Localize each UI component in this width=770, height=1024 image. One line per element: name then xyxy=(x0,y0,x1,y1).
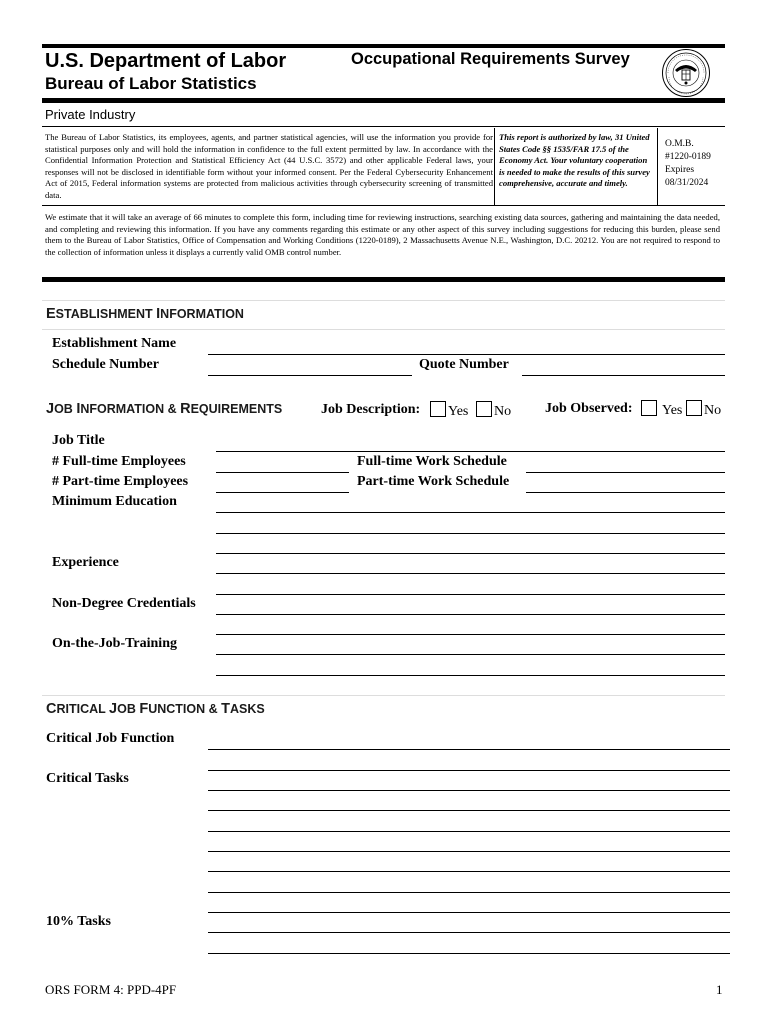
critical-tasks-field-8[interactable] xyxy=(208,912,730,913)
minimum-education-field-1[interactable] xyxy=(216,512,725,513)
critical-tasks-field-2[interactable] xyxy=(208,790,730,791)
section-rule-top xyxy=(42,277,725,282)
survey-title: Occupational Requirements Survey xyxy=(351,50,630,68)
non-degree-credentials-label: Non-Degree Credentials xyxy=(52,596,196,611)
job-description-label: Job Description: xyxy=(321,402,421,417)
parttime-schedule-label: Part-time Work Schedule xyxy=(357,474,510,489)
experience-label: Experience xyxy=(52,555,119,570)
parttime-employees-label: # Part-time Employees xyxy=(52,474,189,489)
job-observed-no-checkbox[interactable] xyxy=(686,400,702,416)
ojt-field-1[interactable] xyxy=(216,654,725,655)
minimum-education-field-2[interactable] xyxy=(216,533,725,534)
quote-number-field[interactable] xyxy=(522,375,725,376)
job-observed-no[interactable]: No xyxy=(686,400,721,419)
establishment-name-field[interactable] xyxy=(208,354,725,355)
department-name: U.S. Department of Labor xyxy=(45,50,287,72)
omb-label: O.M.B. xyxy=(665,139,694,149)
job-title-label: Job Title xyxy=(52,433,105,448)
critical-tasks-field-5[interactable] xyxy=(208,851,730,852)
notice-divider-1 xyxy=(494,128,495,205)
parttime-schedule-field[interactable] xyxy=(526,492,725,493)
omb-expires-label: Expires xyxy=(665,165,695,175)
job-description-no[interactable]: No xyxy=(476,401,511,420)
experience-field-1[interactable] xyxy=(216,573,725,574)
minimum-education-label: Minimum Education xyxy=(52,494,177,509)
ten-percent-tasks-field-2[interactable] xyxy=(208,953,730,954)
job-description-yes-checkbox[interactable] xyxy=(430,401,446,417)
critical-heading: CRITICAL JOB FUNCTION & TASKS xyxy=(46,701,265,717)
on-the-job-training-label: On-the-Job-Training xyxy=(52,636,177,651)
job-description-no-checkbox[interactable] xyxy=(476,401,492,417)
job-description-yes[interactable]: Yes xyxy=(430,401,468,420)
ten-percent-tasks-label: 10% Tasks xyxy=(46,914,111,929)
minimum-education-field-3[interactable] xyxy=(216,553,725,554)
ojt-field-2[interactable] xyxy=(216,675,725,676)
credentials-field-2[interactable] xyxy=(216,634,725,635)
dol-seal-icon xyxy=(661,48,711,98)
ten-percent-tasks-field-1[interactable] xyxy=(208,932,730,933)
fulltime-schedule-field[interactable] xyxy=(526,472,725,473)
job-observed-label: Job Observed: xyxy=(545,401,633,416)
schedule-number-field[interactable] xyxy=(208,375,412,376)
critical-tasks-field-3[interactable] xyxy=(208,810,730,811)
critical-tasks-field-1[interactable] xyxy=(208,770,730,771)
critical-function-label: Critical Job Function xyxy=(46,731,175,746)
notice-divider-2 xyxy=(657,128,658,205)
fulltime-employees-field[interactable] xyxy=(216,472,349,473)
critical-tasks-label: Critical Tasks xyxy=(46,771,129,786)
job-info-heading: JOB INFORMATION & REQUIREMENTS xyxy=(46,401,283,417)
form-subtitle: Private Industry xyxy=(45,107,136,122)
confidentiality-notice: The Bureau of Labor Statistics, its employees, agents, and partner statistical agencies, will use the information you provide for statistical purposes only and will hold the information in confidence to the full extent permitted by law. In accordance with the Confidential Information Protection and Statistical Efficiency Act (44 U.S.C. 3572) and other applicable Federal laws, your responses will not be disclosed in identifiable form without your informed consent. Per the Federal Cybersecurity Enhancement Act of 2015, Federal information systems are protected from malicious activities through cybersecurity screening of transmitted data. xyxy=(45,132,493,200)
critical-tasks-field-6[interactable] xyxy=(208,871,730,872)
critical-tasks-field-4[interactable] xyxy=(208,831,730,832)
bureau-name: Bureau of Labor Statistics xyxy=(45,74,257,93)
burden-statement: We estimate that it will take an average of 66 minutes to complete this form, including time for reviewing instructions, searching existing data sources, gathering and maintaining the data needed, and completing and reviewing this information. If you have any comments regarding this estimate or any other aspect of this survey including suggestions for reducing this burden, please send them to the Bureau of Labor Statistics, Office of Compensation and Working Conditions (1220-0189), 2 Massachusetts Avenue N.E., Washington, D.C. 20212. You are not required to respond to the collection of information unless it displays a currently valid OMB control number. xyxy=(45,212,720,257)
omb-expiry-date: 08/31/2024 xyxy=(665,178,709,188)
fulltime-schedule-label: Full-time Work Schedule xyxy=(357,454,507,469)
job-observed-yes[interactable]: Yes xyxy=(641,400,682,419)
job-observed-yes-checkbox[interactable] xyxy=(641,400,657,416)
form-id: ORS FORM 4: PPD-4PF xyxy=(45,982,177,997)
schedule-number-label: Schedule Number xyxy=(52,357,159,372)
fulltime-employees-label: # Full-time Employees xyxy=(52,454,186,469)
experience-field-2[interactable] xyxy=(216,594,725,595)
parttime-employees-field[interactable] xyxy=(216,492,349,493)
subtitle-rule xyxy=(42,126,725,127)
quote-number-label: Quote Number xyxy=(419,357,509,372)
authority-notice: This report is authorized by law, 31 United States Code §§ 1535/FAR 17.5 of the Economy Act. Your voluntary cooperation is needed to make the results of this survey comprehensive, accurate and timely. xyxy=(499,132,650,188)
establishment-heading: ESTABLISHMENT INFORMATION xyxy=(46,306,244,322)
omb-number: #1220-0189 xyxy=(665,152,711,162)
critical-function-field[interactable] xyxy=(208,749,730,750)
critical-tasks-field-7[interactable] xyxy=(208,892,730,893)
credentials-field-1[interactable] xyxy=(216,614,725,615)
establishment-name-label: Establishment Name xyxy=(52,336,177,351)
header-bottom-rule xyxy=(42,98,725,103)
page-number: 1 xyxy=(716,982,723,997)
job-title-field[interactable] xyxy=(216,451,725,452)
header-top-rule xyxy=(42,44,725,48)
notice-bottom-rule xyxy=(42,205,725,206)
omb-block xyxy=(665,138,711,190)
